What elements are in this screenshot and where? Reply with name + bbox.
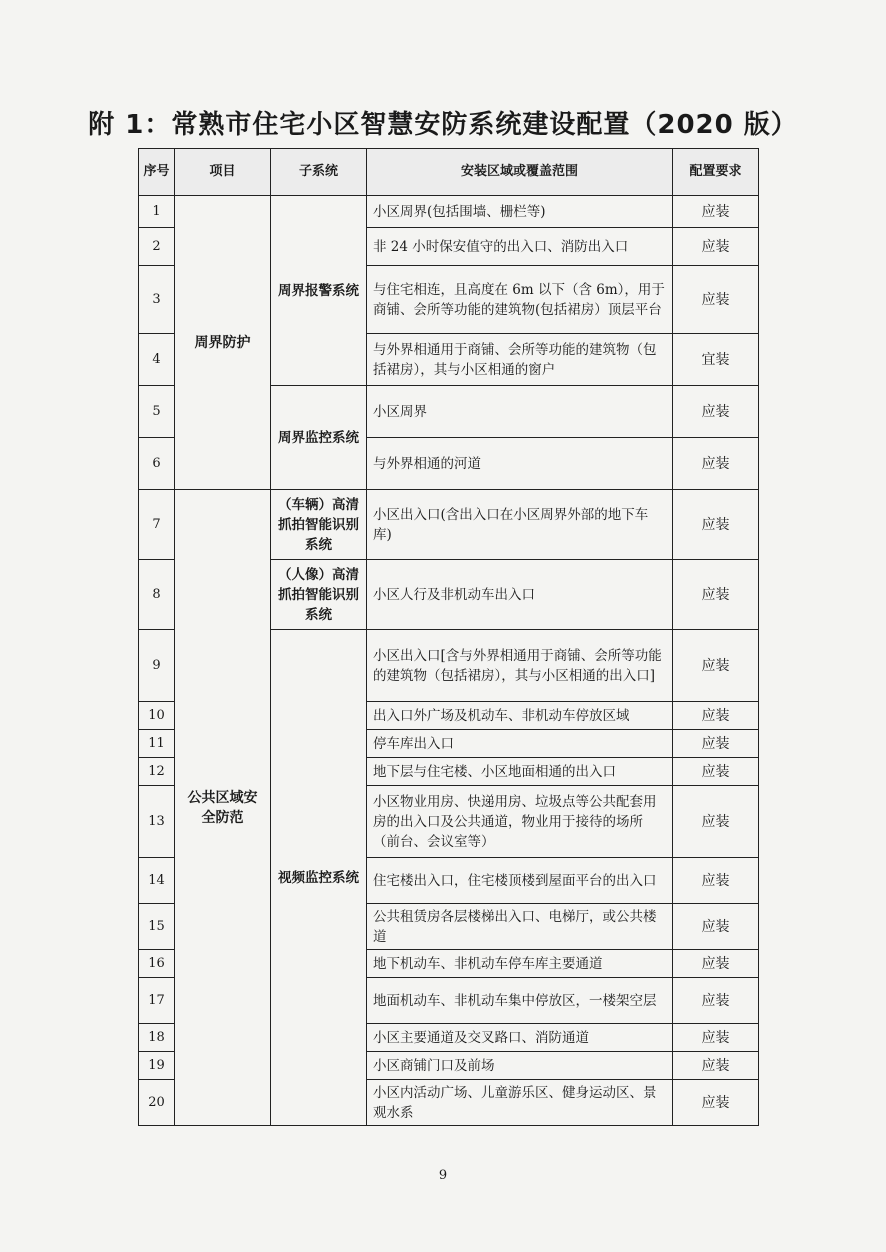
row-number: 18 bbox=[139, 1024, 175, 1052]
subsystem-cell: 视频监控系统 bbox=[271, 630, 367, 1126]
requirement-cell: 应装 bbox=[673, 950, 759, 978]
requirement-cell: 应装 bbox=[673, 196, 759, 228]
area-cell: 地下机动车、非机动车停车库主要通道 bbox=[367, 950, 673, 978]
requirement-cell: 应装 bbox=[673, 1052, 759, 1080]
requirement-cell: 应装 bbox=[673, 978, 759, 1024]
row-number: 19 bbox=[139, 1052, 175, 1080]
area-cell: 与住宅相连，且高度在 6m 以下（含 6m），用于商铺、会所等功能的建筑物(包括裙房）顶层平台 bbox=[367, 266, 673, 334]
area-cell: 小区内活动广场、儿童游乐区、健身运动区、景观水系 bbox=[367, 1080, 673, 1126]
row-number: 7 bbox=[139, 490, 175, 560]
requirement-cell: 应装 bbox=[673, 560, 759, 630]
requirement-cell: 应装 bbox=[673, 490, 759, 560]
area-cell: 小区物业用房、快递用房、垃圾点等公共配套用房的出入口及公共通道，物业用于接待的场所（前台、会议室等） bbox=[367, 786, 673, 858]
area-cell: 小区主要通道及交叉路口、消防通道 bbox=[367, 1024, 673, 1052]
row-number: 2 bbox=[139, 228, 175, 266]
table-header-row bbox=[139, 149, 759, 196]
area-cell: 小区周界 bbox=[367, 386, 673, 438]
config-table bbox=[138, 148, 759, 1126]
page-number: 9 bbox=[438, 1168, 448, 1183]
row-number: 6 bbox=[139, 438, 175, 490]
requirement-cell: 应装 bbox=[673, 786, 759, 858]
category-cell: 周界防护 bbox=[175, 196, 271, 490]
requirement-cell: 应装 bbox=[673, 858, 759, 904]
row-number: 5 bbox=[139, 386, 175, 438]
subsystem-cell: （车辆）高清抓拍智能识别系统 bbox=[271, 490, 367, 560]
header-num: 序号 bbox=[139, 149, 175, 196]
row-number: 3 bbox=[139, 266, 175, 334]
category-cell: 公共区域安全防范 bbox=[175, 490, 271, 1126]
area-cell: 非 24 小时保安值守的出入口、消防出入口 bbox=[367, 228, 673, 266]
area-cell: 停车库出入口 bbox=[367, 730, 673, 758]
area-cell: 住宅楼出入口，住宅楼顶楼到屋面平台的出入口 bbox=[367, 858, 673, 904]
requirement-cell: 应装 bbox=[673, 904, 759, 950]
subsystem-cell: （人像）高清抓拍智能识别系统 bbox=[271, 560, 367, 630]
row-number: 16 bbox=[139, 950, 175, 978]
subsystem-cell: 周界报警系统 bbox=[271, 196, 367, 386]
requirement-cell: 宜装 bbox=[673, 334, 759, 386]
row-number: 4 bbox=[139, 334, 175, 386]
row-number: 9 bbox=[139, 630, 175, 702]
area-cell: 地面机动车、非机动车集中停放区，一楼架空层 bbox=[367, 978, 673, 1024]
requirement-cell: 应装 bbox=[673, 702, 759, 730]
header-item: 项目 bbox=[175, 149, 271, 196]
area-cell: 公共租赁房各层楼梯出入口、电梯厅，或公共楼道 bbox=[367, 904, 673, 950]
area-cell: 小区周界(包括围墙、栅栏等) bbox=[367, 196, 673, 228]
header-requirement: 配置要求 bbox=[673, 149, 759, 196]
requirement-cell: 应装 bbox=[673, 1024, 759, 1052]
area-cell: 小区人行及非机动车出入口 bbox=[367, 560, 673, 630]
area-cell: 与外界相通用于商铺、会所等功能的建筑物（包括裙房），其与小区相通的窗户 bbox=[367, 334, 673, 386]
row-number: 17 bbox=[139, 978, 175, 1024]
requirement-cell: 应装 bbox=[673, 438, 759, 490]
requirement-cell: 应装 bbox=[673, 266, 759, 334]
row-number: 1 bbox=[139, 196, 175, 228]
row-number: 10 bbox=[139, 702, 175, 730]
requirement-cell: 应装 bbox=[673, 1080, 759, 1126]
row-number: 20 bbox=[139, 1080, 175, 1126]
area-cell: 出入口外广场及机动车、非机动车停放区域 bbox=[367, 702, 673, 730]
table-row bbox=[139, 490, 759, 560]
header-subsystem: 子系统 bbox=[271, 149, 367, 196]
requirement-cell: 应装 bbox=[673, 758, 759, 786]
row-number: 11 bbox=[139, 730, 175, 758]
area-cell: 与外界相通的河道 bbox=[367, 438, 673, 490]
area-cell: 小区出入口[含与外界相通用于商铺、会所等功能的建筑物（包括裙房），其与小区相通的出入口] bbox=[367, 630, 673, 702]
row-number: 12 bbox=[139, 758, 175, 786]
table-row bbox=[139, 196, 759, 228]
header-area: 安装区域或覆盖范围 bbox=[367, 149, 673, 196]
requirement-cell: 应装 bbox=[673, 730, 759, 758]
row-number: 13 bbox=[139, 786, 175, 858]
area-cell: 小区商铺门口及前场 bbox=[367, 1052, 673, 1080]
requirement-cell: 应装 bbox=[673, 386, 759, 438]
row-number: 15 bbox=[139, 904, 175, 950]
area-cell: 地下层与住宅楼、小区地面相通的出入口 bbox=[367, 758, 673, 786]
requirement-cell: 应装 bbox=[673, 630, 759, 702]
row-number: 8 bbox=[139, 560, 175, 630]
area-cell: 小区出入口(含出入口在小区周界外部的地下车库) bbox=[367, 490, 673, 560]
requirement-cell: 应装 bbox=[673, 228, 759, 266]
page-title: 附 1：常熟市住宅小区智慧安防系统建设配置（2020 版） bbox=[88, 110, 798, 140]
row-number: 14 bbox=[139, 858, 175, 904]
subsystem-cell: 周界监控系统 bbox=[271, 386, 367, 490]
